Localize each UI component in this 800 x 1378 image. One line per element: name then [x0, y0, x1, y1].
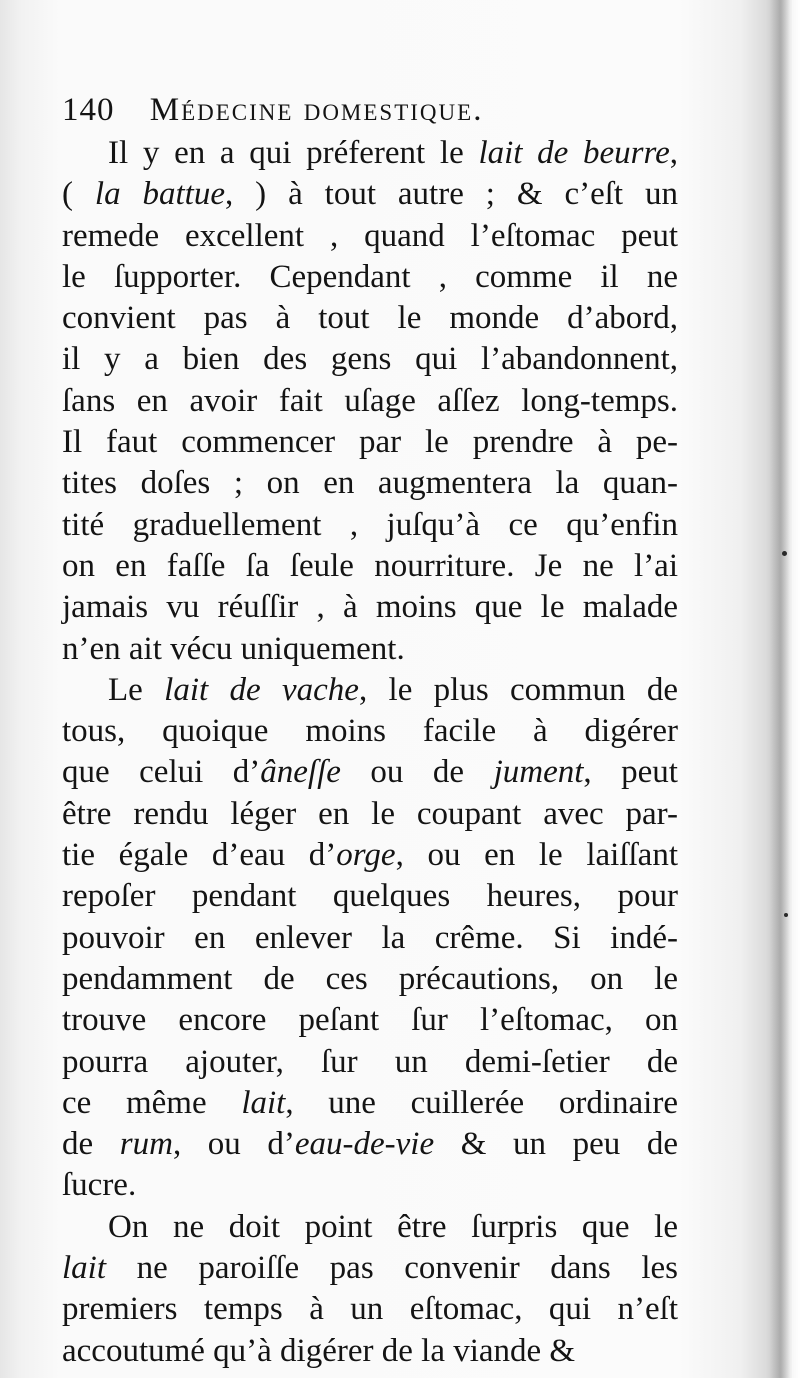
text-run: , peut [583, 754, 678, 791]
italic-run: rum [119, 1126, 173, 1163]
paragraph [62, 133, 678, 670]
italic-run: lait [241, 1084, 286, 1121]
text-run: , une cuillerée ordinaire [285, 1084, 678, 1121]
text-line [62, 918, 678, 959]
italic-run: lait de beurre [478, 135, 670, 171]
text-run: ou de [340, 754, 494, 791]
text-run: trouve encore peſant ſur l’eſtomac, on [62, 1002, 678, 1039]
text-line [62, 1248, 678, 1289]
text-line [62, 629, 678, 670]
text-line [62, 298, 678, 339]
text-line [62, 1042, 678, 1083]
text-line [62, 1000, 678, 1041]
text-run: Il y en a qui préferent le [108, 135, 479, 171]
text-run: , ) à tout autre ; & c’eſt un [225, 176, 678, 213]
paragraph [62, 1207, 678, 1372]
text-run: de [62, 1126, 120, 1163]
text-run: Le [108, 671, 165, 708]
text-run: n’en ait vécu uniquement. [62, 630, 405, 667]
text-run: Il faut commencer par le prendre à pe- [62, 424, 678, 461]
text-line [62, 1207, 678, 1248]
text-run: il y a bien des gens qui l’abandonnent, [62, 341, 678, 378]
text-run: tie égale d’eau d’ [62, 837, 337, 874]
text-run: pendamment de ces précautions, on le [62, 960, 678, 997]
text-run: tité graduellement , juſqu’à ce qu’enfin [62, 506, 678, 543]
text-run: tous, quoique moins facile à digérer [62, 713, 678, 750]
text-run: , [669, 135, 678, 171]
text-run: premiers temps à un eſtomac, qui n’eſt [62, 1291, 678, 1328]
italic-run: âneſſe [260, 754, 341, 791]
text-run: ne paroiſſe pas convenir dans les [106, 1250, 678, 1287]
page-gutter-shadow [766, 0, 792, 1378]
text-line [62, 587, 678, 628]
text-run: pouvoir en enlever la crême. Si indé- [62, 919, 678, 956]
text-line [62, 752, 678, 793]
text-run: on en faſſe ſa ſeule nourriture. Je ne l’ai [62, 547, 678, 584]
text-run: convient pas à tout le monde d’abord, [62, 300, 678, 337]
text-line [62, 174, 678, 215]
text-line [62, 257, 678, 298]
text-line [62, 422, 678, 463]
text-line [62, 670, 678, 711]
text-run: que celui d’ [62, 754, 261, 791]
text-line [62, 546, 678, 587]
text-run: , ou en le laiſſant [395, 837, 678, 874]
text-line [62, 1331, 678, 1372]
page-number: 140 [62, 92, 115, 128]
text-run: & un peu de [434, 1126, 678, 1163]
italic-run: eau-de-vie [294, 1126, 435, 1163]
text-line [62, 505, 678, 546]
italic-run: lait de vache [164, 671, 359, 708]
text-line [62, 381, 678, 422]
text-run: être rendu léger en le coupant avec par- [62, 795, 678, 832]
text-run: ce même [62, 1084, 242, 1121]
text-line [62, 1289, 678, 1330]
italic-run: orge [336, 837, 396, 874]
text-run: remede excellent , quand l’eſtomac peut [62, 217, 678, 254]
ink-speck [782, 551, 787, 556]
paragraph [62, 670, 678, 1207]
text-run: tites doſes ; on en augmentera la quan- [62, 465, 678, 502]
text-line [62, 339, 678, 380]
text-line [62, 1083, 678, 1124]
text-line [62, 876, 678, 917]
text-line [62, 794, 678, 835]
text-run: le ſupporter. Cependant , comme il ne [62, 258, 678, 295]
page-header [62, 92, 682, 132]
text-line [62, 959, 678, 1000]
text-run: jamais vu réuſſir , à moins que le malade [62, 589, 678, 626]
text-line [62, 711, 678, 752]
ink-speck [784, 913, 788, 917]
text-run: repoſer pendant quelques heures, pour [62, 878, 678, 915]
text-run: On ne doit point être ſurpris que le [108, 1208, 678, 1245]
text-line [62, 133, 678, 174]
running-title: Médecine domestique. [149, 92, 484, 128]
text-line [62, 216, 678, 257]
italic-run: jument [493, 754, 584, 791]
text-run: ſans en avoir fait uſage aſſez long-temps. [62, 382, 678, 419]
text-run: ſucre. [62, 1167, 137, 1204]
text-run: pourra ajouter, ſur un demi-ſetier de [62, 1043, 678, 1080]
text-line [62, 835, 678, 876]
text-run: , le plus commun de [358, 671, 679, 708]
text-line [62, 1124, 678, 1165]
italic-run: lait [62, 1250, 107, 1287]
italic-run: la battue [94, 176, 225, 213]
text-run: accoutumé qu’à digérer de la viande & [62, 1332, 576, 1369]
text-run: ( [62, 176, 95, 213]
body-text [62, 133, 678, 1372]
text-run: , ou d’ [172, 1126, 295, 1163]
text-line [62, 463, 678, 504]
text-line [62, 1165, 678, 1206]
